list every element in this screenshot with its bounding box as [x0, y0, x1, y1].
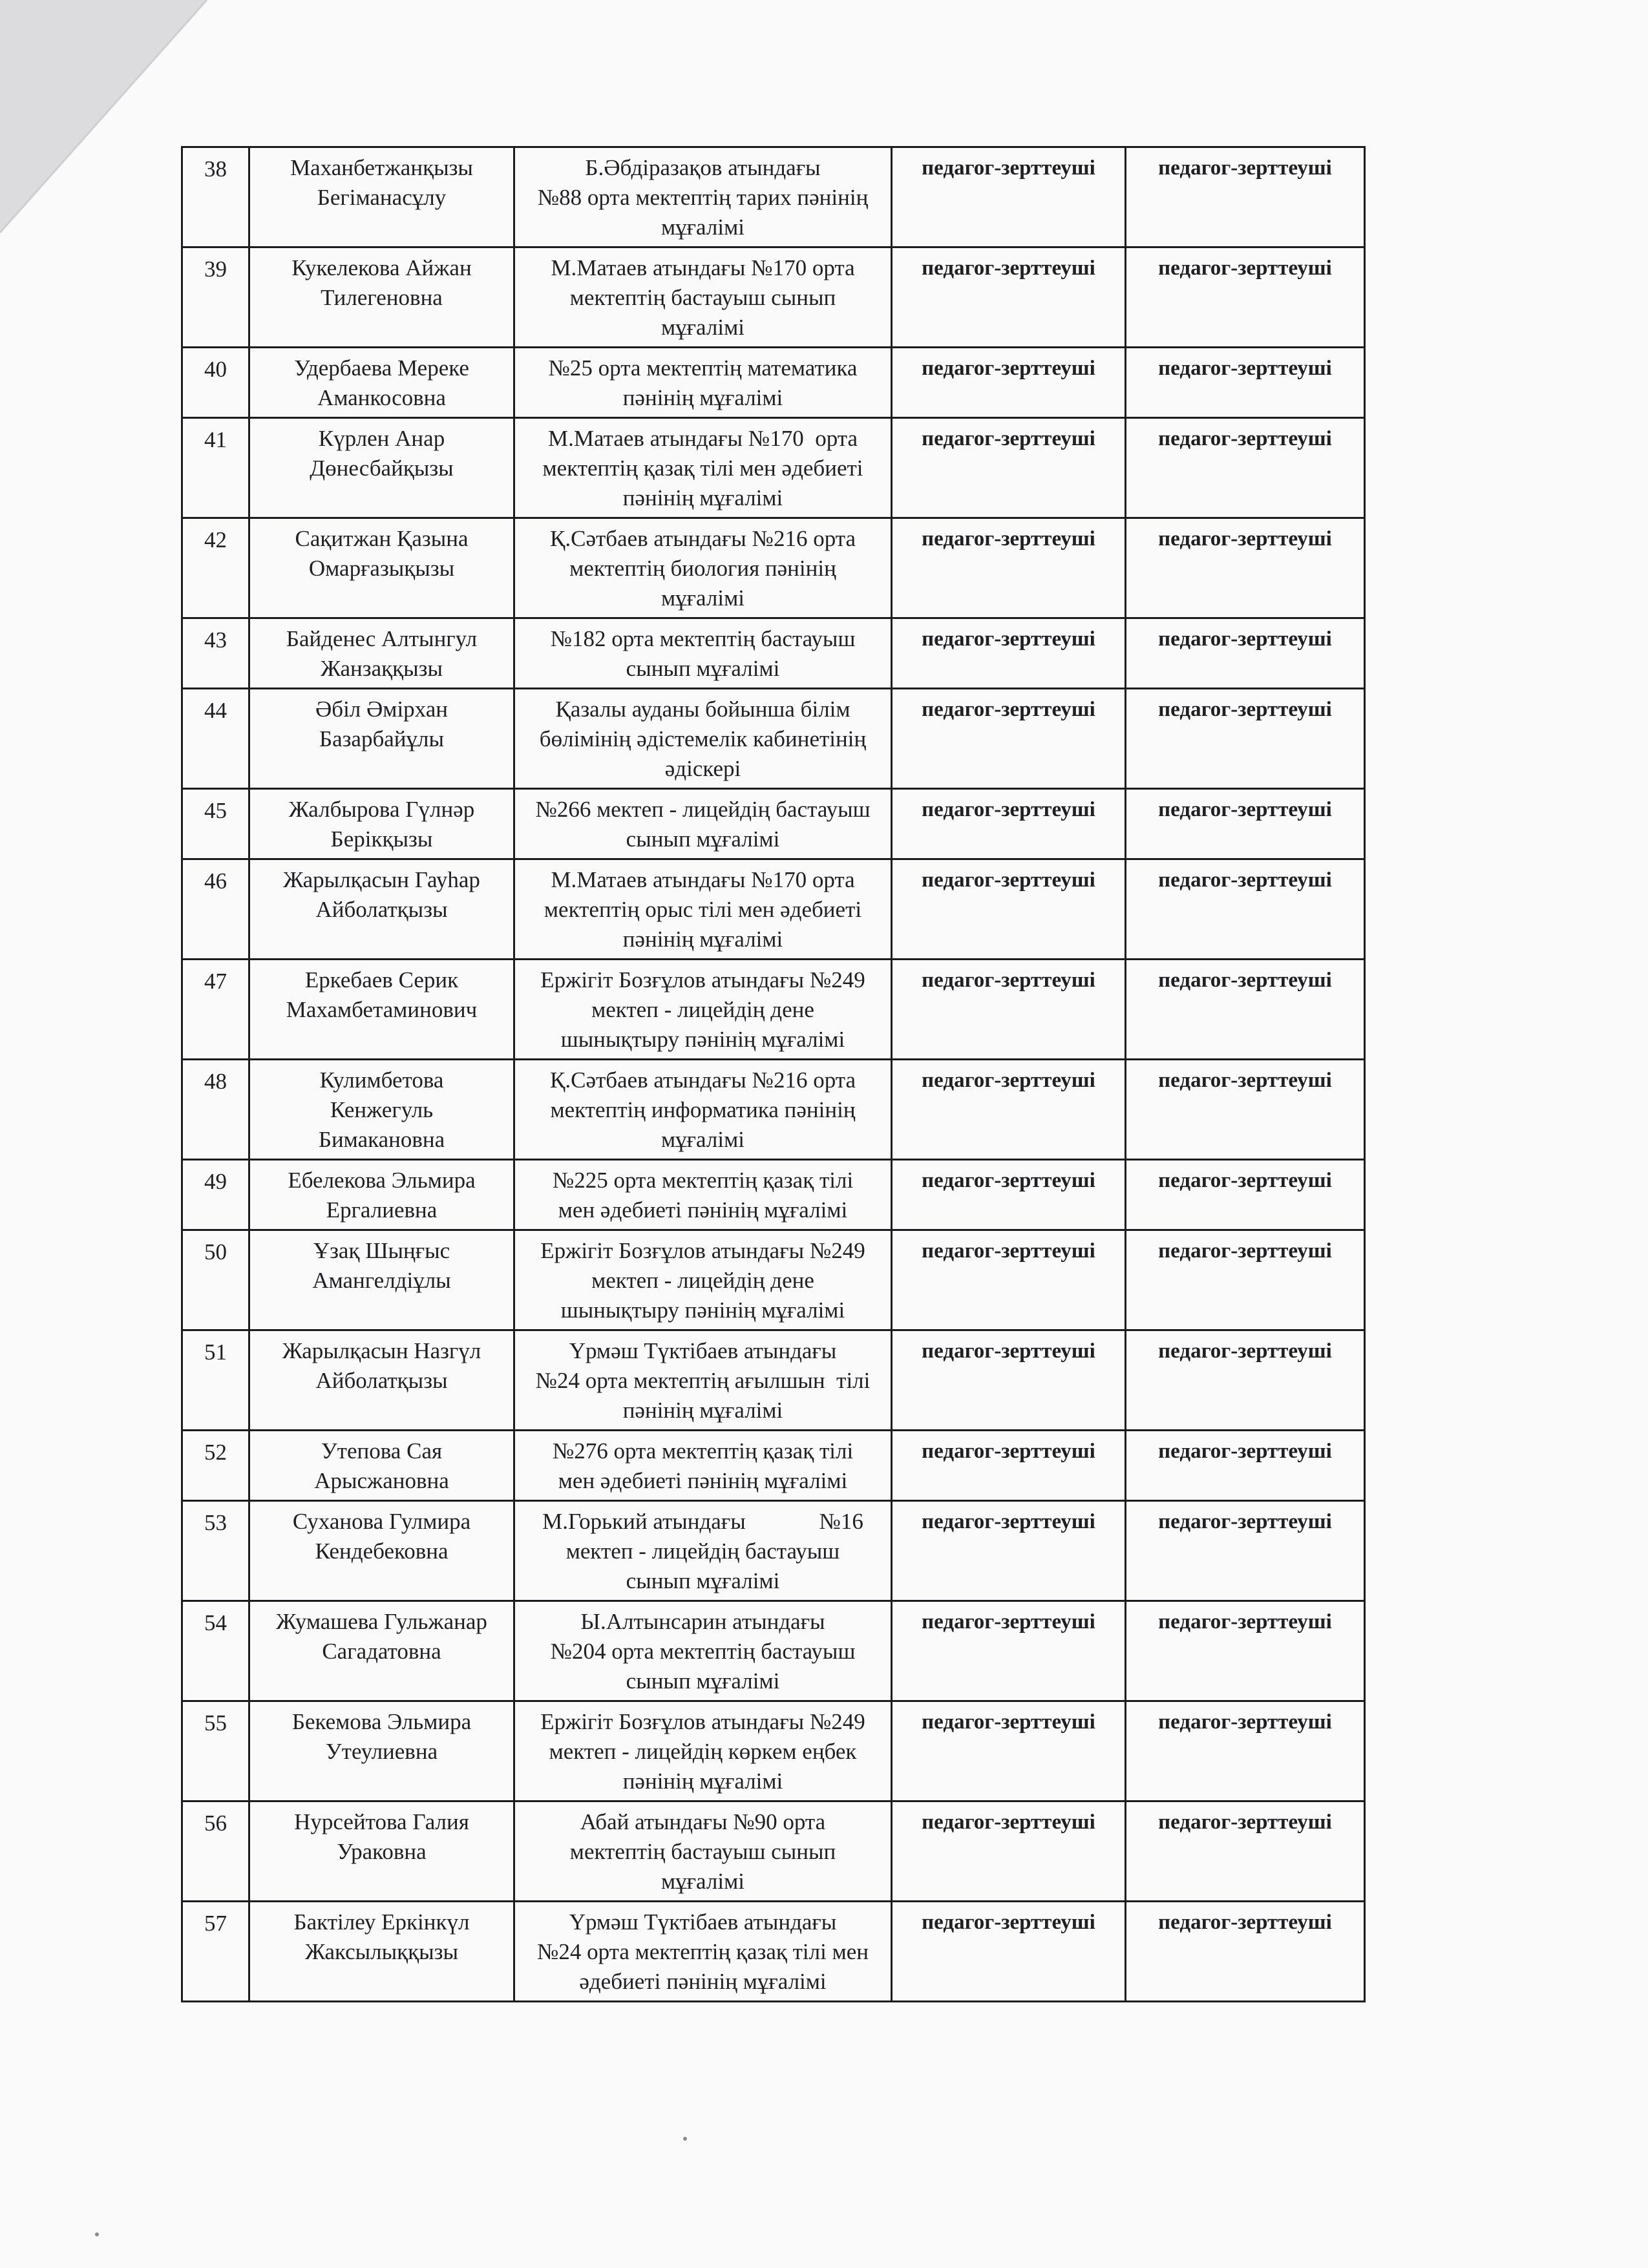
workplace-line: №24 орта мектептің қазақ тілі мен — [536, 1939, 869, 1964]
teacher-name — [249, 518, 514, 618]
assigned-category: педагог-зерттеуші — [1126, 789, 1365, 859]
workplace-line: пәнінің мұғалімі — [622, 1398, 783, 1423]
workplace-position — [514, 1431, 892, 1501]
teacher-name-line: Айболатқызы — [315, 897, 448, 922]
workplace-line: Қазалы ауданы бойынша білім — [555, 697, 850, 722]
teacher-name-line: Бегіманасұлу — [317, 185, 447, 210]
workplace-position — [514, 418, 892, 518]
current-category: педагог-зерттеуші — [892, 1160, 1126, 1230]
workplace-position — [514, 1701, 892, 1801]
teacher-name-line: Сагадатовна — [322, 1639, 441, 1664]
table-row — [182, 1601, 1365, 1701]
workplace-line: Қ.Сәтбаев атындағы №216 орта — [550, 526, 856, 551]
teacher-name-line: Суханова Гулмира — [292, 1509, 471, 1534]
workplace-position — [514, 1801, 892, 1902]
teacher-name-line: Жалбырова Гүлнәр — [288, 797, 475, 822]
row-number: 39 — [182, 247, 249, 348]
assigned-category: педагог-зерттеуші — [1126, 518, 1365, 618]
teacher-name-line: Ебелекова Эльмира — [288, 1168, 476, 1193]
roster-table-wrapper — [181, 146, 1364, 2002]
assigned-category: педагог-зерттеуші — [1126, 1501, 1365, 1601]
workplace-line: пәнінің мұғалімі — [622, 385, 783, 410]
workplace-position — [514, 147, 892, 247]
workplace-line: мұғалімі — [661, 315, 745, 340]
assigned-category: педагог-зерттеуші — [1126, 247, 1365, 348]
table-row — [182, 1801, 1365, 1902]
workplace-position — [514, 1601, 892, 1701]
row-number: 55 — [182, 1701, 249, 1801]
assigned-category: педагог-зерттеуші — [1126, 618, 1365, 689]
workplace-line: әдебиеті пәнінің мұғалімі — [579, 1969, 827, 1994]
teacher-name-line: Удербаева Мереке — [294, 355, 469, 381]
table-row — [182, 1330, 1365, 1431]
teacher-name-line: Утеулиевна — [325, 1739, 438, 1764]
current-category: педагог-зерттеуші — [892, 147, 1126, 247]
workplace-line: №25 орта мектептің математика — [548, 355, 858, 381]
workplace-line: мектептің бастауыш сынып — [569, 285, 836, 310]
teacher-name — [249, 1601, 514, 1701]
workplace-position — [514, 789, 892, 859]
workplace-line: Ержігіт Бозғұлов атындағы №249 — [540, 1238, 865, 1263]
table-row — [182, 689, 1365, 789]
table-row — [182, 1060, 1365, 1160]
teacher-name — [249, 147, 514, 247]
assigned-category: педагог-зерттеуші — [1126, 147, 1365, 247]
teacher-name-line: Тилегеновна — [321, 285, 443, 310]
assigned-category: педагог-зерттеуші — [1126, 1701, 1365, 1801]
teacher-name — [249, 618, 514, 689]
table-row — [182, 418, 1365, 518]
teacher-name — [249, 1060, 514, 1160]
roster-table — [181, 146, 1366, 2002]
teacher-name-line: Кенжегуль — [330, 1097, 434, 1122]
teacher-name-line: Күрлен Анар — [318, 426, 445, 451]
roster-table-body — [182, 147, 1365, 2002]
teacher-name-line: Бимакановна — [318, 1127, 445, 1152]
assigned-category: педагог-зерттеуші — [1126, 418, 1365, 518]
teacher-name-line: Кулимбетова — [319, 1067, 444, 1093]
workplace-line: №225 орта мектептің қазақ тілі — [552, 1168, 854, 1193]
teacher-name — [249, 1902, 514, 2002]
current-category: педагог-зерттеуші — [892, 960, 1126, 1060]
workplace-line: Ержігіт Бозғұлов атындағы №249 — [540, 967, 865, 992]
teacher-name — [249, 1501, 514, 1601]
row-number: 53 — [182, 1501, 249, 1601]
teacher-name — [249, 1160, 514, 1230]
teacher-name-line: Сақитжан Қазына — [295, 526, 469, 551]
workplace-line: сынып мұғалімі — [626, 1568, 780, 1593]
workplace-line: Ы.Алтынсарин атындағы — [580, 1609, 825, 1634]
assigned-category: педагог-зерттеуші — [1126, 348, 1365, 418]
row-number: 44 — [182, 689, 249, 789]
workplace-line: мектеп - лицейдің дене — [591, 1268, 814, 1293]
workplace-position — [514, 1160, 892, 1230]
workplace-line: әдіскері — [664, 756, 741, 781]
workplace-position — [514, 348, 892, 418]
teacher-name — [249, 789, 514, 859]
teacher-name-line: Бактілеу Еркінкүл — [293, 1909, 470, 1935]
workplace-line: №24 орта мектептің ағылшын тілі — [535, 1368, 871, 1393]
current-category: педагог-зерттеуші — [892, 418, 1126, 518]
teacher-name-line: Аманкосовна — [317, 385, 446, 410]
row-number: 54 — [182, 1601, 249, 1701]
row-number: 45 — [182, 789, 249, 859]
workplace-line: Абай атындағы №90 орта — [580, 1809, 826, 1834]
assigned-category: педагог-зерттеуші — [1126, 1902, 1365, 2002]
workplace-position — [514, 960, 892, 1060]
current-category: педагог-зерттеуші — [892, 1330, 1126, 1431]
workplace-line: мектептің қазақ тілі мен әдебиеті — [542, 456, 863, 481]
table-row — [182, 960, 1365, 1060]
workplace-line: №182 орта мектептің бастауыш — [550, 626, 856, 651]
current-category: педагог-зерттеуші — [892, 247, 1126, 348]
current-category: педагог-зерттеуші — [892, 789, 1126, 859]
teacher-name — [249, 1801, 514, 1902]
teacher-name — [249, 348, 514, 418]
teacher-name — [249, 960, 514, 1060]
row-number: 50 — [182, 1230, 249, 1330]
table-row — [182, 247, 1365, 348]
table-row — [182, 1160, 1365, 1230]
teacher-name-line: Ергалиевна — [326, 1197, 438, 1223]
teacher-name-line: Арысжановна — [314, 1468, 449, 1493]
workplace-line: бөлімінің әдістемелік кабинетінің — [539, 726, 867, 751]
workplace-line: мектеп - лицейдің дене — [591, 997, 814, 1022]
current-category: педагог-зерттеуші — [892, 518, 1126, 618]
teacher-name-line: Жаксылыққызы — [304, 1939, 459, 1964]
workplace-line: мен әдебиеті пәнінің мұғалімі — [558, 1197, 848, 1223]
workplace-line: мектеп - лицейдің бастауыш — [565, 1538, 840, 1564]
workplace-line: мектептің орыс тілі мен әдебиеті — [544, 897, 862, 922]
table-row — [182, 348, 1365, 418]
workplace-line: М.Горький атындағы №16 — [542, 1509, 863, 1534]
workplace-line: мұғалімі — [661, 215, 745, 240]
current-category: педагог-зерттеуші — [892, 859, 1126, 960]
assigned-category: педагог-зерттеуші — [1126, 1330, 1365, 1431]
workplace-line: №88 орта мектептің тарих пәнінің — [537, 185, 869, 210]
workplace-line: мұғалімі — [661, 1869, 745, 1894]
teacher-name-line: Берікқызы — [330, 826, 433, 852]
table-row — [182, 1230, 1365, 1330]
teacher-name-line: Жарылқасын Гауһар — [283, 867, 480, 892]
workplace-position — [514, 1060, 892, 1160]
workplace-position — [514, 689, 892, 789]
workplace-position — [514, 618, 892, 689]
teacher-name — [249, 689, 514, 789]
teacher-name — [249, 1230, 514, 1330]
teacher-name — [249, 1701, 514, 1801]
workplace-line: Үрмәш Түктібаев атындағы — [569, 1338, 837, 1363]
current-category: педагог-зерттеуші — [892, 348, 1126, 418]
assigned-category: педагог-зерттеуші — [1126, 1060, 1365, 1160]
workplace-position — [514, 859, 892, 960]
current-category: педагог-зерттеуші — [892, 1801, 1126, 1902]
current-category: педагог-зерттеуші — [892, 1701, 1126, 1801]
teacher-name-line: Жумашева Гульжанар — [276, 1609, 487, 1634]
workplace-line: сынып мұғалімі — [626, 1668, 780, 1694]
workplace-line: пәнінің мұғалімі — [622, 927, 783, 952]
workplace-line: №204 орта мектептің бастауыш — [550, 1639, 856, 1664]
workplace-line: сынып мұғалімі — [626, 656, 780, 681]
workplace-position — [514, 1902, 892, 2002]
assigned-category: педагог-зерттеуші — [1126, 1230, 1365, 1330]
assigned-category: педагог-зерттеуші — [1126, 960, 1365, 1060]
table-row — [182, 1701, 1365, 1801]
assigned-category: педагог-зерттеуші — [1126, 1801, 1365, 1902]
teacher-name-line: Кендебековна — [315, 1538, 449, 1564]
assigned-category: педагог-зерттеуші — [1126, 1431, 1365, 1501]
row-number: 46 — [182, 859, 249, 960]
row-number: 40 — [182, 348, 249, 418]
workplace-line: мен әдебиеті пәнінің мұғалімі — [558, 1468, 848, 1493]
teacher-name-line: Жарылқасын Назгүл — [282, 1338, 481, 1363]
assigned-category: педагог-зерттеуші — [1126, 859, 1365, 960]
teacher-name-line: Жанзаққызы — [321, 656, 443, 681]
table-row — [182, 859, 1365, 960]
workplace-position — [514, 1230, 892, 1330]
table-row — [182, 1431, 1365, 1501]
current-category: педагог-зерттеуші — [892, 1501, 1126, 1601]
current-category: педагог-зерттеуші — [892, 1060, 1126, 1160]
workplace-line: №266 мектеп - лицейдің бастауыш — [535, 797, 871, 822]
current-category: педагог-зерттеуші — [892, 1601, 1126, 1701]
teacher-name-line: Махамбетаминович — [286, 997, 478, 1022]
row-number: 56 — [182, 1801, 249, 1902]
teacher-name-line: Омарғазықызы — [308, 556, 455, 581]
assigned-category: педагог-зерттеуші — [1126, 1160, 1365, 1230]
row-number: 49 — [182, 1160, 249, 1230]
workplace-line: шынықтыру пәнінің мұғалімі — [560, 1027, 845, 1052]
table-row — [182, 789, 1365, 859]
workplace-line: пәнінің мұғалімі — [622, 485, 783, 510]
teacher-name — [249, 859, 514, 960]
workplace-position — [514, 518, 892, 618]
workplace-line: №276 орта мектептің қазақ тілі — [552, 1438, 854, 1464]
row-number: 47 — [182, 960, 249, 1060]
current-category: педагог-зерттеуші — [892, 1431, 1126, 1501]
teacher-name-line: Байденес Алтынгул — [286, 626, 478, 651]
workplace-line: шынықтыру пәнінің мұғалімі — [560, 1297, 845, 1323]
teacher-name — [249, 247, 514, 348]
workplace-line: Б.Әбдіразақов атындағы — [585, 155, 821, 180]
teacher-name — [249, 1330, 514, 1431]
row-number: 48 — [182, 1060, 249, 1160]
teacher-name-line: Бекемова Эльмира — [291, 1709, 472, 1734]
teacher-name-line: Амангелдіұлы — [312, 1268, 451, 1293]
workplace-line: мұғалімі — [661, 585, 745, 611]
workplace-line: мектеп - лицейдің көркем еңбек — [549, 1739, 857, 1764]
workplace-line: мектептің биология пәнінің — [569, 556, 836, 581]
table-row — [182, 1501, 1365, 1601]
teacher-name — [249, 418, 514, 518]
table-row — [182, 1902, 1365, 2002]
table-row — [182, 618, 1365, 689]
row-number: 57 — [182, 1902, 249, 2002]
row-number: 43 — [182, 618, 249, 689]
workplace-position — [514, 247, 892, 348]
workplace-line: Қ.Сәтбаев атындағы №216 орта — [550, 1067, 856, 1093]
teacher-name-line: Ураковна — [337, 1839, 427, 1864]
workplace-line: мектептің информатика пәнінің — [550, 1097, 856, 1122]
workplace-line: пәнінің мұғалімі — [622, 1769, 783, 1794]
row-number: 42 — [182, 518, 249, 618]
teacher-name-line: Ұзақ Шыңғыс — [313, 1238, 450, 1263]
current-category: педагог-зерттеуші — [892, 1230, 1126, 1330]
workplace-line: М.Матаев атындағы №170 орта — [551, 255, 855, 280]
row-number: 41 — [182, 418, 249, 518]
row-number: 51 — [182, 1330, 249, 1431]
teacher-name — [249, 1431, 514, 1501]
assigned-category: педагог-зерттеуші — [1126, 1601, 1365, 1701]
row-number: 52 — [182, 1431, 249, 1501]
workplace-line: М.Матаев атындағы №170 орта — [547, 426, 858, 451]
workplace-line: Ержігіт Бозғұлов атындағы №249 — [540, 1709, 865, 1734]
row-number: 38 — [182, 147, 249, 247]
assigned-category: педагог-зерттеуші — [1126, 689, 1365, 789]
teacher-name-line: Базарбайұлы — [319, 726, 445, 751]
workplace-position — [514, 1330, 892, 1431]
teacher-name-line: Нурсейтова Галия — [294, 1809, 469, 1834]
teacher-name-line: Дөнесбайқызы — [310, 456, 454, 481]
workplace-line: мектептің бастауыш сынып — [569, 1839, 836, 1864]
table-row — [182, 147, 1365, 247]
workplace-position — [514, 1501, 892, 1601]
current-category: педагог-зерттеуші — [892, 689, 1126, 789]
teacher-name-line: Айболатқызы — [315, 1368, 448, 1393]
teacher-name-line: Утепова Сая — [321, 1438, 443, 1464]
current-category: педагог-зерттеуші — [892, 618, 1126, 689]
workplace-line: мұғалімі — [661, 1127, 745, 1152]
teacher-name-line: Еркебаев Серик — [304, 967, 459, 992]
current-category: педагог-зерттеуші — [892, 1902, 1126, 2002]
workplace-line: сынып мұғалімі — [626, 826, 780, 852]
workplace-line: М.Матаев атындағы №170 орта — [551, 867, 855, 892]
teacher-name-line: Кукелекова Айжан — [291, 255, 472, 280]
table-row — [182, 518, 1365, 618]
teacher-name-line: Әбіл Әмірхан — [315, 697, 448, 722]
teacher-name-line: Маханбетжанқызы — [290, 155, 473, 180]
workplace-line: Үрмәш Түктібаев атындағы — [569, 1909, 837, 1935]
